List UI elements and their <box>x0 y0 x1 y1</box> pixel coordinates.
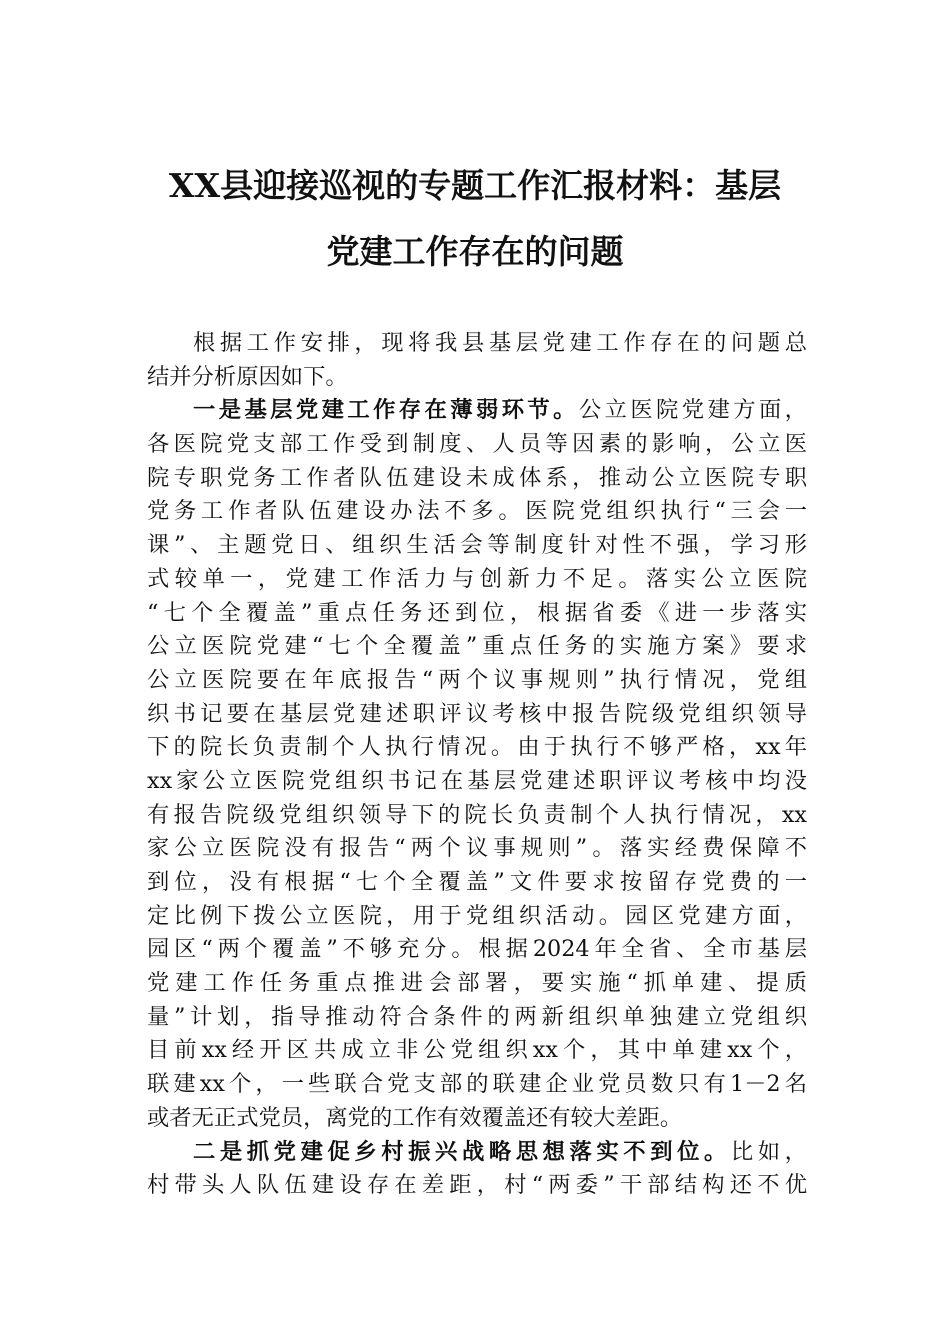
body-text: 量”计划，指导推动符合条件的两新组织单独建立党组织 <box>147 1003 807 1030</box>
body-line <box>147 698 807 732</box>
bold-heading: 二是抓党建促乡村振兴战略思想落实不到位。 <box>193 1138 731 1165</box>
document-title-line-2: 党建工作存在的问题 <box>326 232 624 271</box>
body-line <box>147 1136 807 1170</box>
body-line <box>147 630 807 664</box>
body-line <box>147 664 807 698</box>
body-text: 根据工作安排，现将我县基层党建工作存在的问题总 <box>193 330 807 356</box>
body-text: 村带头人队伍建设存在差距，村“两委”干部结构还不优 <box>147 1172 807 1199</box>
body-line <box>147 529 807 563</box>
body-line <box>147 462 807 496</box>
body-text: 比如， <box>730 1138 807 1165</box>
body-text: 联建xx个，一些联合党支部的联建企业党员数只有1－2名 <box>147 1071 807 1098</box>
body-line <box>147 1068 807 1102</box>
body-line <box>147 799 807 833</box>
body-line <box>147 832 807 866</box>
body-line <box>147 900 807 934</box>
body-line <box>147 597 807 631</box>
body-text: 定比例下拨公立医院，用于党组织活动。园区党建方面， <box>147 902 807 929</box>
body-text: 织书记要在基层党建述职评议考核中报告院级党组织领导 <box>147 700 807 727</box>
body-text: “七个全覆盖”重点任务还到位，根据省委《进一步落实 <box>147 599 807 626</box>
document-title-line-1: XX县迎接巡视的专题工作汇报材料：基层 <box>168 166 782 205</box>
document-body <box>147 327 807 1203</box>
body-text: xx家公立医院党组织书记在基层党建述职评议考核中均没 <box>147 767 807 794</box>
body-text: 目前xx经开区共成立非公党组织xx个，其中单建xx个， <box>147 1037 807 1064</box>
body-text: 各医院党支部工作受到制度、人员等因素的影响，公立医 <box>147 431 807 458</box>
bold-heading: 一是基层党建工作存在薄弱环节。 <box>193 397 579 424</box>
body-line <box>147 1034 807 1068</box>
body-text: 公立医院要在年底报告“两个议事规则”执行情况，党组 <box>147 666 807 693</box>
body-text: 园区“两个覆盖”不够充分。根据2024年全省、全市基层 <box>147 936 807 963</box>
body-text: 到位，没有根据“七个全覆盖”文件要求按留存党费的一 <box>147 869 807 895</box>
body-text: 或者无正式党员，离党的工作有效覆盖还有较大差距。 <box>147 1104 683 1131</box>
body-line <box>147 361 807 395</box>
body-line <box>147 967 807 1001</box>
body-text: 结并分析原因如下。 <box>147 363 348 390</box>
body-text: 下的院长负责制个人执行情况。由于执行不够严格，xx年 <box>147 734 807 761</box>
body-line <box>147 731 807 765</box>
body-text: 有报告院级党组织领导下的院长负责制个人执行情况，xx <box>147 801 807 828</box>
body-text: 党建工作任务重点推进会部署，要实施“抓单建、提质 <box>147 970 807 997</box>
body-text: 式较单一，党建工作活力与创新力不足。落实公立医院 <box>147 565 807 592</box>
body-line <box>147 1001 807 1035</box>
body-line <box>147 563 807 597</box>
body-line <box>147 327 807 361</box>
body-line <box>147 933 807 967</box>
body-text: 公立医院党建方面， <box>578 397 807 424</box>
body-line <box>147 428 807 462</box>
body-text: 课”、主题党日、组织生活会等制度针对性不强，学习形 <box>147 532 807 559</box>
body-text: 院专职党务工作者队伍建设未成体系，推动公立医院专职 <box>147 464 807 491</box>
body-text: 党务工作者队伍建设办法不多。医院党组织执行“三会一 <box>147 498 807 525</box>
body-text: 家公立医院没有报告“两个议事规则”。落实经费保障不 <box>147 835 807 862</box>
body-line <box>147 1102 807 1136</box>
body-line <box>147 866 807 900</box>
body-line <box>147 1169 807 1203</box>
body-line <box>147 394 807 428</box>
body-text: 公立医院党建“七个全覆盖”重点任务的实施方案》要求 <box>147 633 807 660</box>
body-line <box>147 765 807 799</box>
body-line <box>147 495 807 529</box>
